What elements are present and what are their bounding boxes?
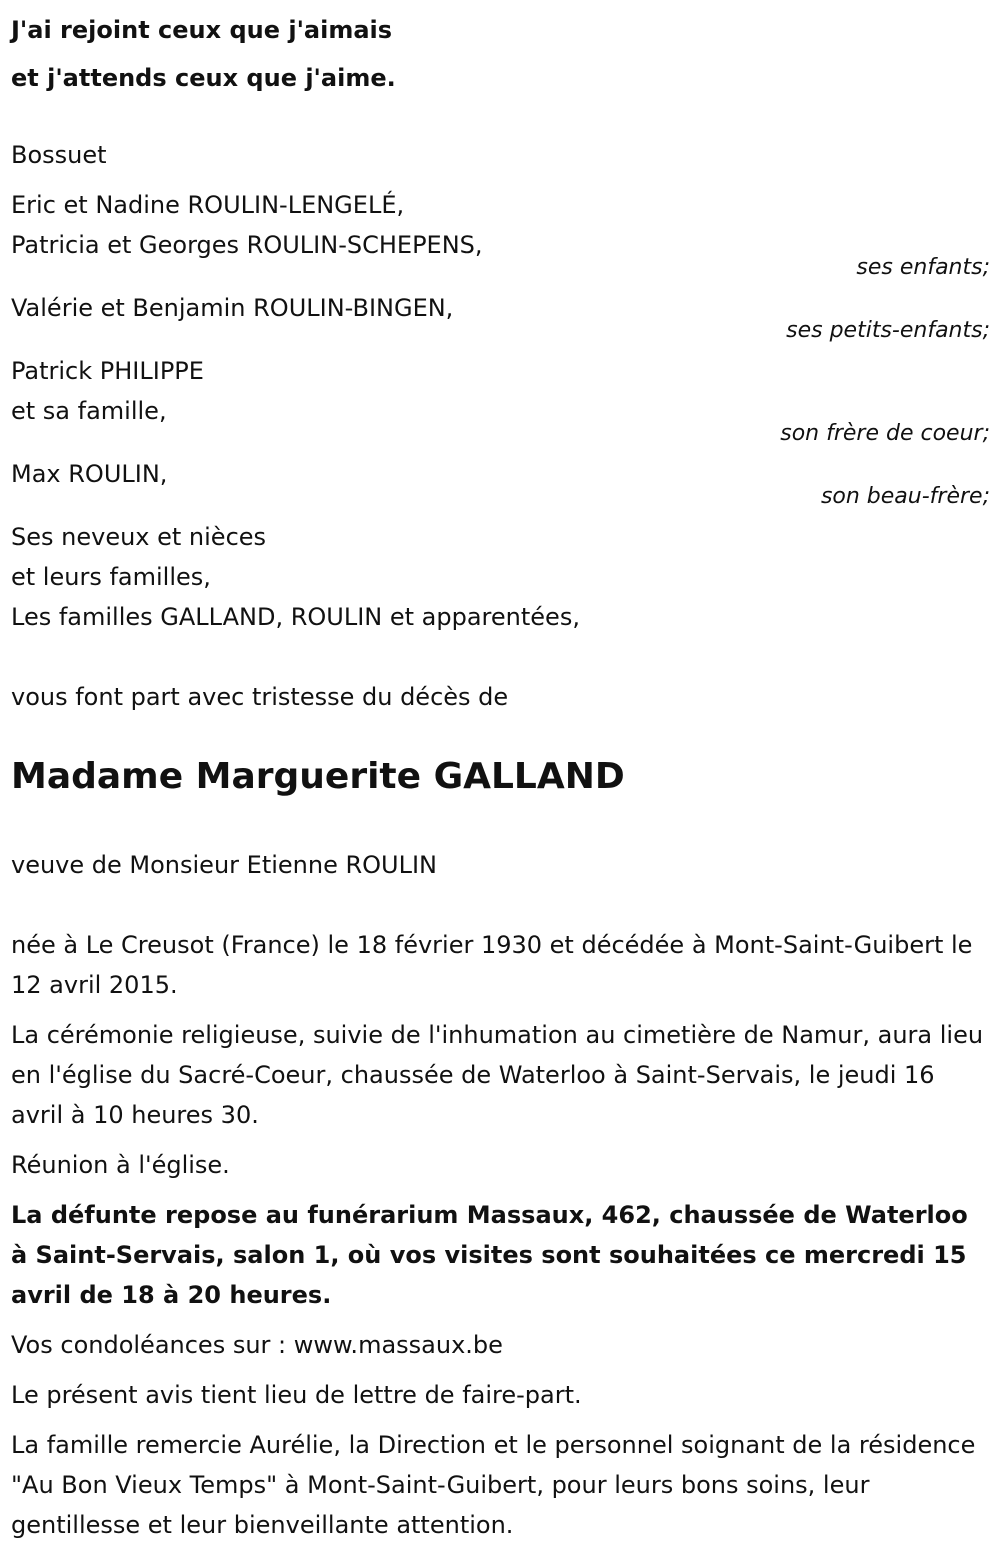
widow-of: veuve de Monsieur Etienne ROULIN bbox=[11, 851, 438, 879]
epigraph-line-2: et j'attends ceux que j'aime. bbox=[11, 64, 396, 92]
epigraph bbox=[11, 6, 990, 102]
families-line: Les familles GALLAND, ROULIN et apparentées, bbox=[11, 603, 580, 631]
heart-brother-line-2: et sa famille, bbox=[11, 397, 167, 425]
family-location: Bossuet bbox=[11, 141, 107, 169]
heart-brother-line-1: Patrick PHILIPPE bbox=[11, 357, 204, 385]
children-role: ses enfants; bbox=[856, 255, 990, 280]
birth-death-paragraph: née à Le Creusot (France) le 18 février 1930 et décédée à Mont-Saint-Guibert le 12 avril 2015. bbox=[11, 931, 973, 999]
extended-family bbox=[11, 517, 990, 637]
nephews-line-1: Ses neveux et nièces bbox=[11, 523, 267, 551]
announcement: vous font part avec tristesse du décès de bbox=[11, 683, 509, 711]
thanks-paragraph: La famille remercie Aurélie, la Direction et le personnel soignant de la résidence "Au Bon Vieux Temps" à Mont-Saint-Guibert, pour leurs bons soins, leur gentillesse et leur bienveillante attention. bbox=[11, 1431, 976, 1539]
condolences-paragraph: Vos condoléances sur : www.massaux.be bbox=[11, 1331, 503, 1359]
body-text bbox=[11, 925, 990, 1545]
notice-paragraph: Le présent avis tient lieu de lettre de faire-part. bbox=[11, 1381, 582, 1409]
heart-brother-role: son frère de coeur; bbox=[780, 421, 990, 446]
children-line-2: Patricia et Georges ROULIN-SCHEPENS, bbox=[11, 231, 483, 259]
brother-in-law-role: son beau-frère; bbox=[820, 484, 990, 509]
grandchildren-names: Valérie et Benjamin ROULIN-BINGEN, bbox=[11, 294, 454, 322]
deceased-name: Madame Marguerite GALLAND bbox=[11, 756, 625, 797]
meeting-paragraph: Réunion à l'église. bbox=[11, 1151, 230, 1179]
brother-in-law-name: Max ROULIN, bbox=[11, 460, 168, 488]
children-line-1: Eric et Nadine ROULIN-LENGELÉ, bbox=[11, 191, 405, 219]
grandchildren-role: ses petits-enfants; bbox=[786, 318, 990, 343]
children-names bbox=[11, 185, 990, 265]
nephews-line-2: et leurs familles, bbox=[11, 563, 211, 591]
funeral-home-paragraph: La défunte repose au funérarium Massaux, 462, chaussée de Waterloo à Saint-Servais, salon 1, où vos visites sont souhaitées ce mercredi 15 avril de 18 à 20 heures. bbox=[11, 1201, 968, 1309]
epigraph-line-1: J'ai rejoint ceux que j'aimais bbox=[11, 16, 393, 44]
ceremony-paragraph: La cérémonie religieuse, suivie de l'inhumation au cimetière de Namur, aura lieu en l'église du Sacré-Coeur, chaussée de Waterloo à Saint-Servais, le jeudi 16 avril à 10 heures 30. bbox=[11, 1021, 984, 1129]
